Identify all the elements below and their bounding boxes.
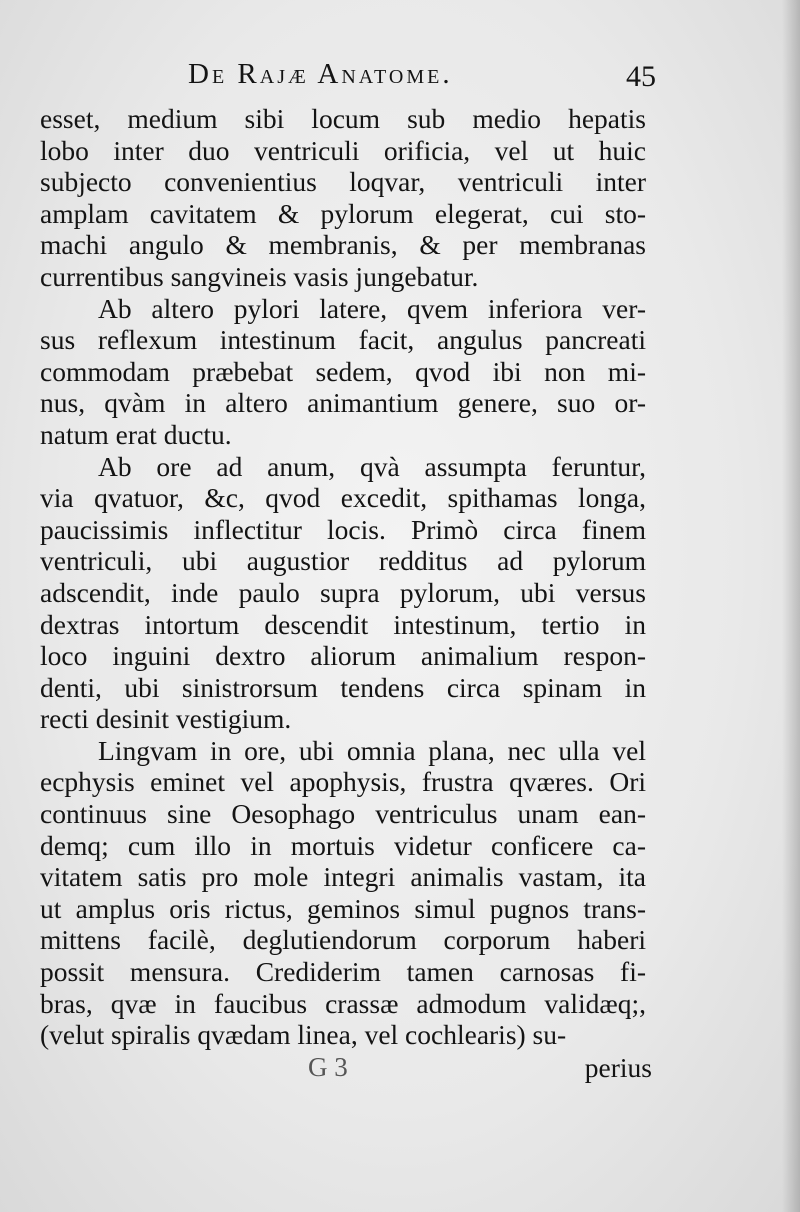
text-line: ventriculi, ubi augustior redditus ad pylorum [40, 545, 646, 577]
text-line: vitatem satis pro mole integri animalis vastam, ita [40, 861, 646, 893]
text-line: currentibus sangvineis vasis jungebatur. [40, 260, 479, 292]
signature-mark: G 3 [308, 1052, 348, 1082]
text-line: Lingvam in ore, ubi omnia plana, nec ulla vel [98, 734, 646, 766]
text-line: natum erat ductu. [40, 418, 232, 450]
text-line: demq; cum illo in mortuis videtur conficere ca- [40, 829, 646, 861]
body-text [40, 103, 646, 1051]
running-head [40, 56, 656, 96]
text-line: adscendit, inde paulo supra pylorum, ubi versus [40, 576, 646, 608]
text-line: subjecto convenientius loqvar, ventriculi inter [40, 166, 646, 198]
running-title: De Rajæ Anatome. [188, 58, 453, 90]
text-line: (velut spiralis qvædam linea, vel cochlearis) su- [40, 1019, 567, 1051]
text-line: possit mensura. Crediderim tamen carnosas fi- [40, 956, 646, 988]
text-line: continuus sine Oesophago ventriculus unam ean- [40, 798, 646, 830]
text-line: mittens facilè, deglutiendorum corporum haberi [40, 924, 646, 956]
text-line: paucissimis inflectitur locis. Primò circa finem [40, 513, 646, 545]
text-line: dextras intortum descendit intestinum, tertio in [40, 608, 646, 640]
text-line: bras, qvæ in faucibus crassæ admodum validæq;, [40, 987, 646, 1019]
paragraph [40, 451, 646, 735]
page-footer [40, 1052, 652, 1086]
text-line: Ab altero pylori latere, qvem inferiora ver- [98, 292, 646, 324]
text-line: recti desinit vestigium. [40, 703, 292, 735]
text-line: machi angulo & membranis, & per membranas [40, 229, 646, 261]
text-line: lobo inter duo ventriculi orificia, vel ut huic [40, 134, 646, 166]
text-line: nus, qvàm in altero animantium genere, suo or- [40, 387, 646, 419]
text-line: denti, ubi sinistrorsum tendens circa spinam in [40, 671, 646, 703]
paragraph [40, 293, 646, 451]
paragraph [40, 735, 646, 1051]
catchword: perius [584, 1052, 652, 1083]
text-line: ecphysis eminet vel apophysis, frustra qværes. Ori [40, 766, 646, 798]
text-line: amplam cavitatem & pylorum elegerat, cui sto- [40, 197, 646, 229]
text-line: ut amplus oris rictus, geminos simul pugnos trans- [40, 892, 646, 924]
text-line: Ab ore ad anum, qvà assumpta feruntur, [98, 450, 646, 482]
page-number: 45 [626, 60, 656, 93]
page-edge-shadow [782, 0, 800, 1212]
text-line: sus reflexum intestinum facit, angulus pancreati [40, 324, 646, 356]
paragraph [40, 103, 646, 293]
text-line: esset, medium sibi locum sub medio hepatis [40, 103, 646, 134]
text-line: via qvatuor, &c, qvod excedit, spithamas longa, [40, 482, 646, 514]
text-line: loco inguini dextro aliorum animalium respon- [40, 640, 646, 672]
text-line: commodam præbebat sedem, qvod ibi non mi- [40, 355, 646, 387]
